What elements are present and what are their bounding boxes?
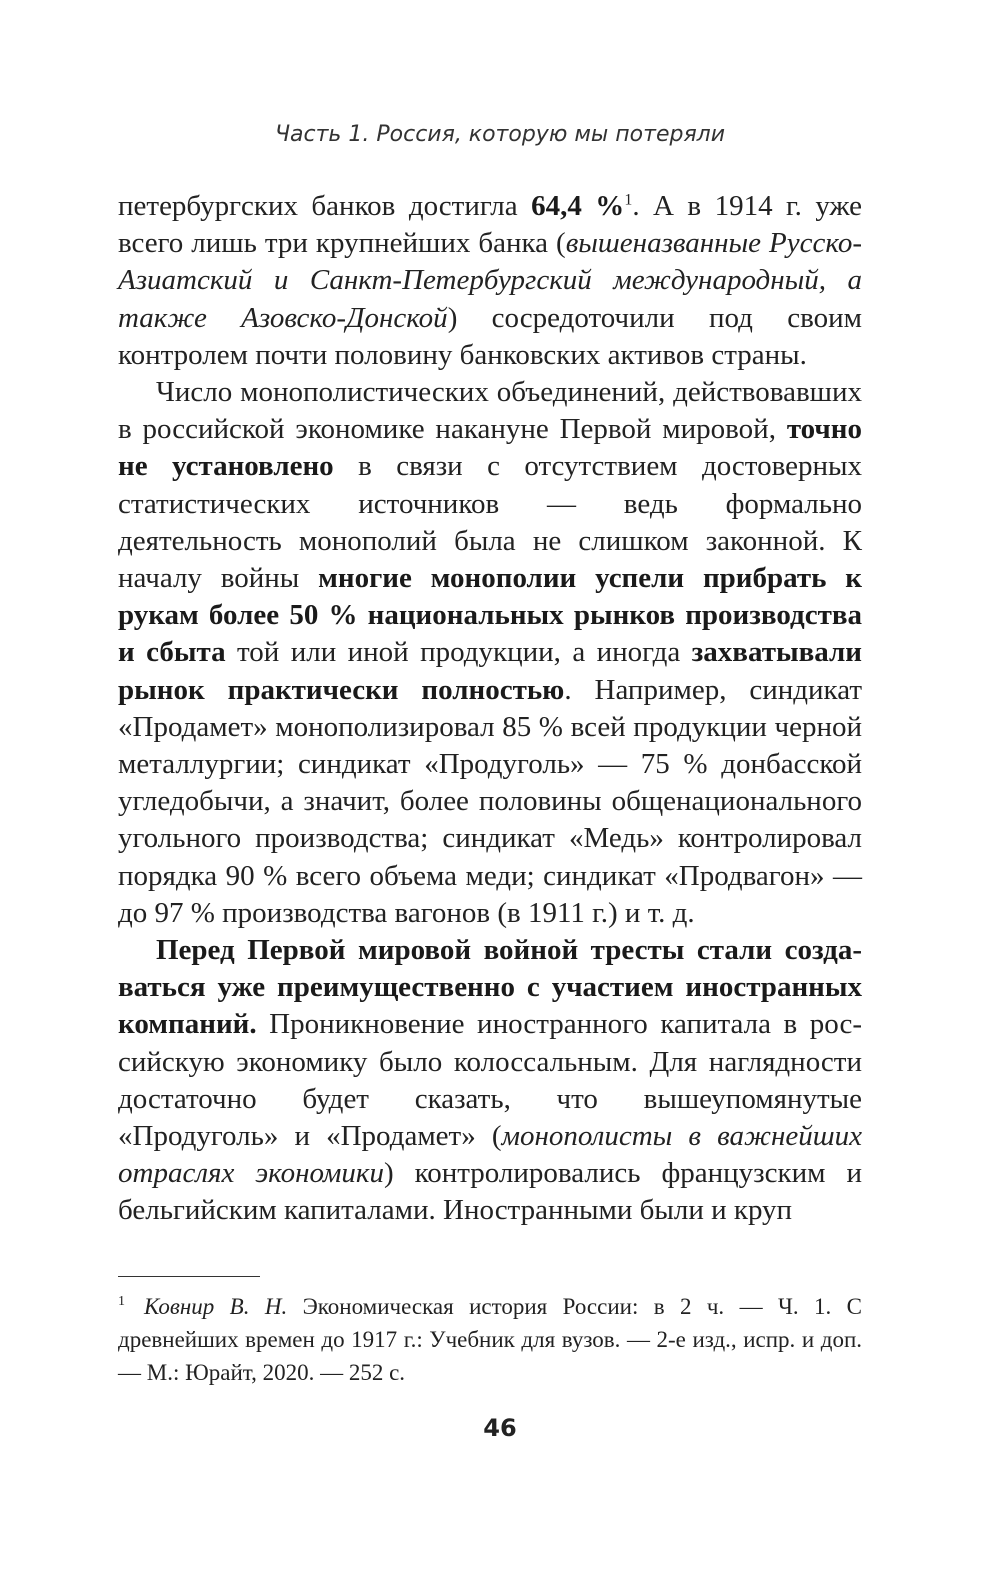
- p1-text-3: ) сосредоточили под своим контролем почти половину банковских активов страны.: [118, 301, 863, 371]
- footnote-ref[interactable]: 1: [624, 191, 633, 209]
- p3-bold-1: Перед Первой мировой войной тресты стали создаваться уже преимущественно с участием иностранных компаний.: [118, 934, 862, 1041]
- p2-bold-2: многие монополии успели прибрать к рукам более 50 % национальных рынков производства и сбыта: [118, 562, 863, 669]
- page-number: 46: [483, 1414, 517, 1442]
- p2-bold-3: захватывали рынок практически полностью: [118, 636, 862, 706]
- p2-text-2: в связи с отсутствием достоверных статистических источников — ведь формально деятельность монополий была не слишком законной. К началу войны: [118, 450, 862, 595]
- p3-text-1: Проникновение иностранного капитала в российскую экономику было колоссальным. Для наглядности достаточно будет сказать, что вышеупомянутые «Продуголь» и «Продамет» (: [118, 1008, 862, 1153]
- main-text: [118, 188, 862, 1230]
- paragraph-2: [118, 374, 862, 932]
- p1-bold-percent: 64,4 %: [531, 190, 625, 222]
- p2-text-3: той или иной продукции, а иногда: [225, 636, 692, 669]
- p3-italic-1: монополисты в важнейших отраслях экономики: [118, 1120, 862, 1190]
- paragraph-3: [118, 932, 862, 1230]
- p3-text-2: ) контролировались французским и бельгийским капиталами. Иностранными были и круп: [118, 1157, 862, 1227]
- footnote-divider: [118, 1276, 260, 1277]
- p2-text-1: Число монополистических объединений, действовавших в российской экономике накануне Первой мировой,: [118, 376, 862, 446]
- p2-text-4: . Например, синдикат «Продамет» монополизировал 85 % всей продукции черной металлургии; синдикат «Продуголь» — 75 % донбасской угледобычи, а значит, более половины общенационального угольного производства; синдикат «Медь» контролировал порядка 90 % всего объема меди; синдикат «Продвагон» — до 97 % производства вагонов (в 1911 г.) и т. д.: [118, 673, 862, 929]
- footnote: [118, 1290, 862, 1389]
- running-head: Часть 1. Россия, которую мы потеряли: [274, 122, 726, 147]
- footnote-paragraph: 1 Ковнир В. Н. Экономическая история России: в 2 ч. — Ч. 1. С древнейших времен до 1917 г.: Учебник для вузов. — 2-е изд., испр. и доп. — М.: Юрайт, 2020. — 252 с.: [118, 1294, 863, 1385]
- p1-text-2: . А в 1914 г. уже всего лишь три крупнейших банка (: [118, 190, 862, 260]
- p1-text-1: петербургских банков достигла: [118, 190, 532, 222]
- p2-bold-1: точно не установлено: [118, 413, 862, 483]
- p1-italic-banks: вышеназванные Русско-Азиатский и Санкт-Петербургский международный, а также Азовско-Донской: [118, 227, 862, 334]
- paragraph-1: [118, 188, 862, 374]
- footnote-text: Экономическая история России: в 2 ч. — Ч. 1. С древнейших времен до 1917 г.: Учебник для вузов. — 2-е изд., испр. и доп. — М.: Юрайт, 2020. — 252 с.: [118, 1294, 863, 1385]
- footnote-author: Ковнир В. Н.: [144, 1294, 288, 1319]
